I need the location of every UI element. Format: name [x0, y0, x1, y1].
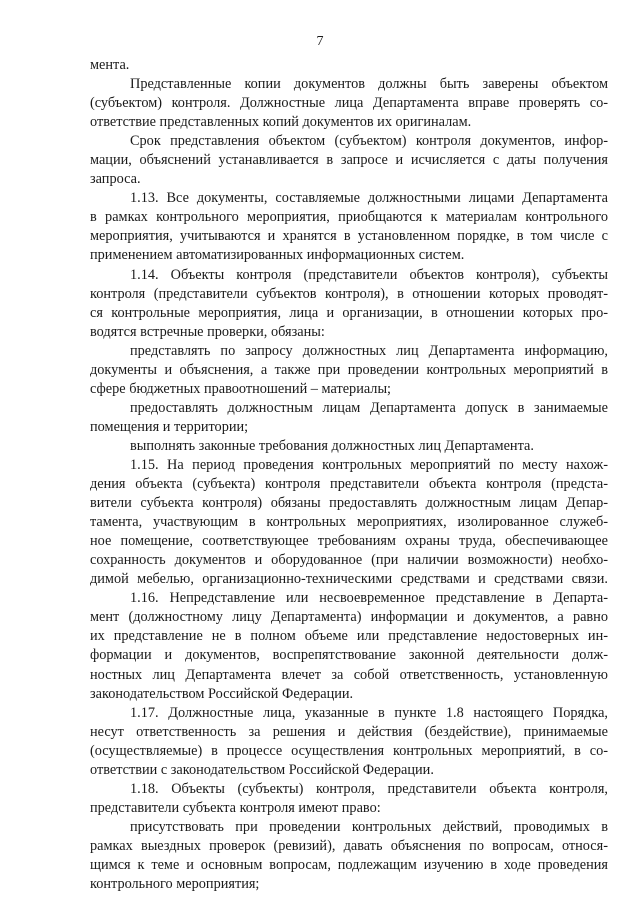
document-body — [90, 56, 608, 894]
text-line: тамента, участвующим в контрольных мероприятиях, изолированное служеб- — [90, 514, 608, 531]
text-line: применением автоматизированных информационных систем. — [90, 247, 465, 264]
text-line: 1.17. Должностные лица, указанные в пункте 1.8 настоящего Порядка, — [130, 704, 608, 721]
text-line: ное помещение, соответствующее требованиям охраны труда, обеспечивающее — [90, 533, 608, 550]
text-line: выполнять законные требования должностных лиц Департамента. — [130, 437, 534, 454]
text-line: вители субъекта контроля) обязаны предоставлять должностным лицам Депар- — [90, 495, 608, 512]
text-line: мации, объяснений устанавливается в запросе и исчисляется с даты получения — [90, 152, 608, 169]
text-line: Представленные копии документов должны быть заверены объектом — [130, 76, 608, 93]
text-line: 1.15. На период проведения контрольных мероприятий по месту нахож- — [130, 456, 608, 473]
text-line: представители субъекта контроля имеют право: — [90, 799, 381, 816]
text-line: предоставлять должностным лицам Департамента допуск в занимаемые — [130, 399, 608, 416]
text-line: 1.13. Все документы, составляемые должностными лицами Департамента — [130, 190, 608, 207]
text-line: 1.16. Непредставление или несвоевременное представление в Департа- — [130, 590, 608, 607]
text-line: димой мебелью, организационно-техническими средствами и средствами связи. — [90, 571, 608, 588]
text-line: ся контрольные мероприятия, лица и организации, в отношении которых про- — [90, 304, 608, 321]
text-line: рамках выездных проверок (ревизий), давать объяснения по вопросам, относя- — [90, 837, 608, 854]
text-line: законодательством Российской Федерации. — [90, 685, 354, 702]
text-line: 1.18. Объекты (субъекты) контроля, представители объекта контроля, — [130, 780, 608, 797]
text-line: мента. — [90, 57, 130, 73]
text-line: 1.14. Объекты контроля (представители объектов контроля), субъекты — [130, 266, 608, 283]
text-line: в рамках контрольного мероприятия, приобщаются к материалам контрольного — [90, 209, 608, 226]
text-line: щимся к теме и основным вопросам, подлежащим изучению в ходе проведения — [90, 856, 608, 873]
text-line: сохранность документов и оборудованное (при наличии возможности) необхо- — [90, 552, 608, 569]
text-line: контроля (представители субъектов контроля), в отношении которых проводят- — [90, 285, 608, 302]
text-line: мент (должностному лицу Департамента) информации и документов, а равно — [90, 609, 608, 626]
text-line: запроса. — [90, 171, 141, 188]
text-line: их представление не в полном объеме или представление недостоверных ин- — [90, 628, 608, 645]
text-line: ностных лиц Департамента влечет за собой ответственность, установленную — [90, 666, 608, 683]
text-line: (осуществляемые) в процессе осуществления контрольных мероприятий, в со- — [90, 742, 608, 759]
text-line: Срок представления объектом (субъектом) контроля документов, инфор- — [130, 133, 608, 150]
text-line: водятся встречные проверки, обязаны: — [90, 323, 325, 340]
page-number: 7 — [316, 34, 324, 49]
text-line: ответствие представленных копий документов их оригиналам. — [90, 114, 472, 131]
text-line: дения объекта (субъекта) контроля представители объекта контроля (предста- — [90, 476, 608, 493]
text-line: формации и документов, воспрепятствование законной деятельности долж- — [90, 647, 608, 664]
text-line: мероприятия, учитываются и хранятся в установленном порядке, в том числе с — [90, 228, 608, 245]
text-line: документы и объяснения, а также при проведении контрольных мероприятий в — [90, 361, 608, 378]
text-line: сфере бюджетных правоотношений – материалы; — [90, 380, 392, 397]
text-line: несут ответственность за решения и действия (бездействие), принимаемые — [90, 723, 608, 740]
text-line: ответствии с законодательством Российской Федерации. — [90, 761, 434, 778]
text-line: помещения и территории; — [90, 418, 249, 435]
text-line: (субъектом) контроля. Должностные лица Департамента вправе проверять со- — [90, 95, 608, 112]
text-line: представлять по запросу должностных лиц Департамента информацию, — [130, 342, 608, 359]
text-line: контрольного мероприятия; — [90, 876, 260, 893]
text-line: присутствовать при проведении контрольных действий, проводимых в — [130, 818, 608, 835]
